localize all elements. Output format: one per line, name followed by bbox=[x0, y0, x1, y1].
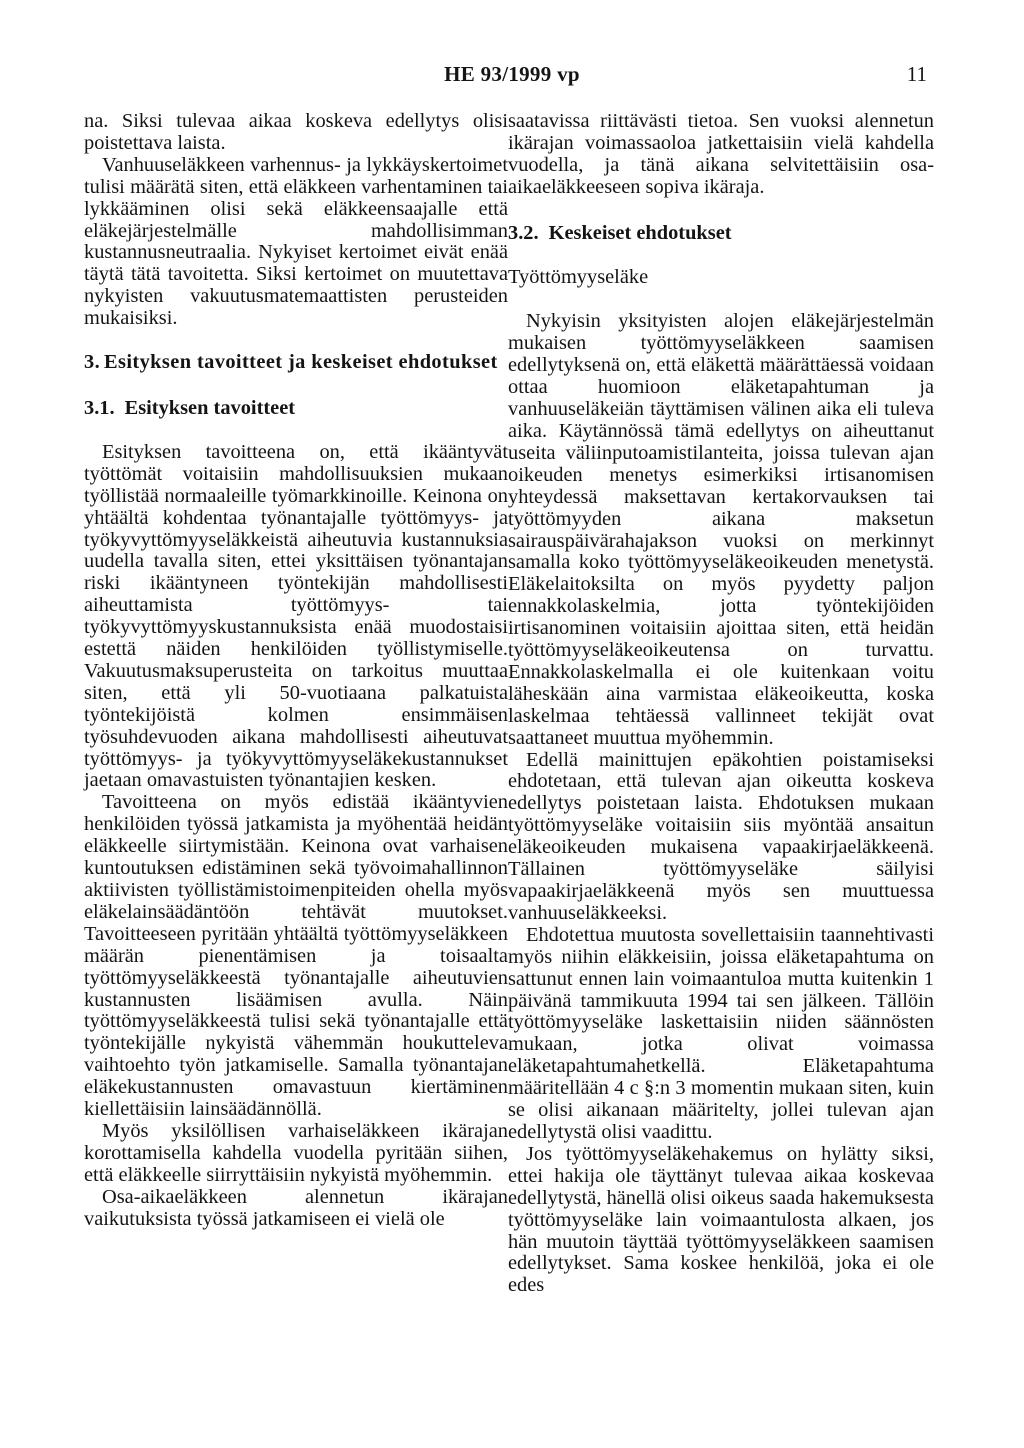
page-header bbox=[0, 62, 1024, 92]
paragraph: Tavoitteena on myös edistää ikääntyvien henkilöiden työssä jatkamista ja myöhentää heidän eläkkeelle siirtymistään. Keinona ovat varhaisen kuntoutuksen edistäminen sekä työvoimahallinnon aktiivisten työllistämistoimenpiteiden ohella myös eläkelainsäädäntöön tehtävät muutokset. Tavoitteeseen pyritään yhtäältä työttömyyseläkkeen määrän pienentämisen ja toisaalta työttömyyseläkkeestä työnantajalle aiheutuvien kustannusten lisäämisen avulla. Näin työttömyyseläkkeestä tulisi sekä työnantajalle että työntekijälle nykyistä vähemmän houkutteleva vaihtoehto työn jatkamiselle. Samalla työnantajan eläkekustannusten omavastuun kiertäminen kiellettäisiin lainsäädännöllä. bbox=[84, 791, 508, 1121]
section-number: 3. bbox=[84, 351, 101, 374]
paragraph: Edellä mainittujen epäkohtien poistamiseksi ehdotetaan, että tulevan ajan oikeutta koskeva edellytys poistetaan laista. Ehdotuksen mukaan työttömyyseläke voitaisiin siis myöntää ansaitun eläkeoikeuden mukaisena vapaakirjaeläkkeenä. Tällainen työttömyyseläke säilyisi vapaakirjaeläkkeenä myös sen muuttuessa vanhuuseläkkeeksi. bbox=[508, 748, 934, 924]
subsection-number: 3.2. bbox=[508, 221, 539, 244]
paragraph: Vanhuuseläkkeen varhennus- ja lykkäyskertoimet tulisi määrätä siten, että eläkkeen varhentaminen tai lykkääminen olisi sekä eläkkeensaajalle että eläkejärjestelmälle mahdollisimman kustannusneutraalia. Nykyiset kertoimet eivät enää täytä tätä tavoitetta. Siksi kertoimet on muutettava nykyisten vakuutusmatemaattisten perusteiden mukaisiksi. bbox=[84, 153, 508, 330]
paragraph: Esityksen tavoitteena on, että ikääntyvät työttömät voitaisiin mahdollisuuksien mukaan työllistää normaaleille työmarkkinoille. Keinona on yhtäältä kohdentaa työnantajalle työttömyys- ja työkyvyttömyyseläkkeistä aiheutuvia kustannuksia uudella tavalla siten, ettei yksittäisen työnantajan riski ikääntyneen työntekijän mahdollisesti aiheuttamista työttömyys- tai työkyvyttömyyskustannuksista enää muodostaisi estettä näiden henkilöiden työllistymiselle. Vakuutusmaksuperusteita on tarkoitus muuttaa siten, että yli 50-vuotiaana palkatuista työntekijöistä kolmen ensimmäisen työsuhdevuoden aikana mahdollisesti aiheutuvat työttömyys- ja työkyvyttömyyseläkekustannukset jaetaan omavastuisten työnantajien kesken. bbox=[84, 440, 508, 792]
paragraph: Myös yksilöllisen varhaiseläkkeen ikärajan korottamisella kahdella vuodella pyritään siihen, että eläkkeelle siirryttäisiin nykyistä myöhemmin. bbox=[84, 1119, 508, 1186]
paragraph: Jos työttömyyseläkehakemus on hylätty siksi, ettei hakija ole täyttänyt tulevaa aikaa koskevaa edellytystä, hänellä olisi oikeus saada hakemuksesta työttömyyseläke lain voimaantulosta alkaen, jos hän muutoin täyttää työttömyyseläkkeen saamisen edellytykset. Sama koskee henkilöä, joka ei ole edes bbox=[508, 1142, 934, 1297]
left-column bbox=[84, 111, 508, 1231]
section-title: Esityksen tavoitteet ja keskeiset ehdotukset bbox=[104, 351, 498, 374]
paragraph: Ehdotettua muutosta sovellettaisiin taannehtivasti myös niihin eläkkeisiin, joissa eläketapahtuma on sattunut ennen lain voimaantuloa mutta kuitenkin 1 päivänä tammikuuta 1994 tai sen jälkeen. Tällöin työttömyyseläke laskettaisiin niiden säännösten mukaan, jotka olivat voimassa eläketapahtumahetkellä. Eläketapahtuma määritellään 4 c §:n 3 momentin mukaan siten, kuin se olisi aikanaan määritelty, jollei tulevan ajan edellytystä olisi vaadittu. bbox=[508, 923, 934, 1143]
subsection-title: Keskeiset ehdotukset bbox=[548, 221, 732, 244]
paragraph: Nykyisin yksityisten alojen eläkejärjestelmän mukaisen työttömyyseläkkeen saamisen edellytyksenä on, että eläkettä määrättäessä voidaan ottaa huomioon eläketapahtuman ja vanhuuseläkeiän täyttämisen välinen aika eli tuleva aika. Käytännössä tämä edellytys on aiheuttanut useita väliinputoamistilanteita, joissa tulevan ajan oikeuden menetys esimerkiksi irtisanomisen yhteydessä maksettavan kertakorvauksen tai työttömyyden aikana maksetun sairauspäivärahajakson vuoksi on merkinnyt samalla koko työttömyyseläkeoikeuden menetystä. Eläkelaitoksilta on myös pyydetty paljon ennakkolaskelmia, jotta työntekijöiden irtisanominen voitaisiin ajoittaa siten, että heidän työttömyyseläkeoikeutensa on turvattu. Ennakkolaskelmalla ei ole kuitenkaan voitu läheskään aina varmistaa eläkeoikeutta, koska laskelmaa tehtäessä vallinneet tekijät ovat saattaneet muuttua myöhemmin. bbox=[508, 310, 934, 749]
subsection-number: 3.1. bbox=[84, 396, 115, 419]
subsection-title: Esityksen tavoitteet bbox=[124, 396, 296, 419]
subsection-heading bbox=[84, 398, 508, 420]
section-heading bbox=[84, 352, 508, 374]
document-title: HE 93/1999 vp bbox=[444, 62, 580, 86]
right-column bbox=[508, 111, 934, 1297]
subsection-heading bbox=[508, 223, 934, 245]
paragraph: na. Siksi tulevaa aikaa koskeva edellytys olisi poistettava laista. bbox=[84, 110, 508, 154]
subheading: Työttömyyseläke bbox=[508, 265, 649, 288]
page-number: 11 bbox=[906, 62, 927, 86]
paragraph: Osa-aikaeläkkeen alennetun ikärajan vaikutuksista työssä jatkamiseen ei vielä ole bbox=[84, 1185, 508, 1230]
paragraph: saatavissa riittävästi tietoa. Sen vuoksi alennetun ikärajan voimassaoloa jatkettaisiin vielä kahdella vuodella, ja tänä aikana selvitettäisiin osa-aikaeläkkeeseen sopiva ikäraja. bbox=[508, 110, 934, 198]
